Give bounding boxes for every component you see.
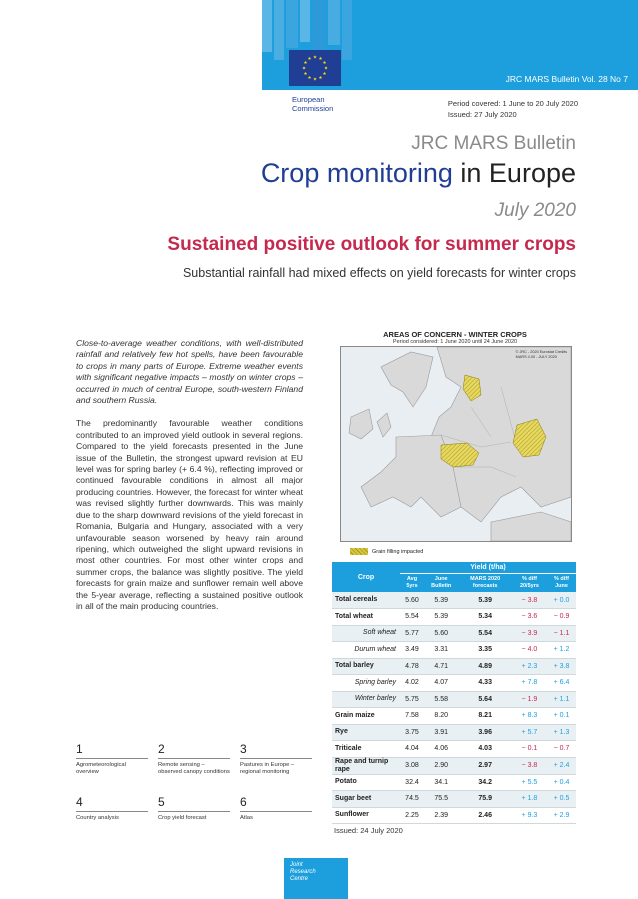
avg-cell: 3.49: [400, 642, 424, 659]
jrc-logo: [284, 858, 348, 899]
mars-forecast-cell: 2.97: [458, 757, 511, 774]
table-row: [332, 691, 576, 708]
june-cell: 4.07: [424, 675, 458, 692]
june-cell: 2.90: [424, 757, 458, 774]
diff-june-cell: + 0.4: [547, 774, 576, 791]
mars-forecast-cell: 75.9: [458, 791, 511, 808]
avg-cell: 3.08: [400, 757, 424, 774]
avg-cell: 5.60: [400, 592, 424, 609]
index-item[interactable]: [240, 742, 312, 776]
crop-name-cell: Total wheat: [332, 609, 400, 626]
header-band: [312, 0, 326, 55]
bulletin-reference: JRC MARS Bulletin Vol. 28 No 7: [505, 74, 628, 84]
table-body: [332, 592, 576, 824]
crop-name-cell: Spring barley: [332, 675, 400, 692]
jrc-logo-text: [290, 862, 316, 883]
col-header-avg: Avg 5yrs: [400, 574, 424, 593]
crop-name-cell: Grain maize: [332, 708, 400, 725]
june-cell: 4.71: [424, 658, 458, 675]
table-row: [332, 625, 576, 642]
mars-forecast-cell: 5.54: [458, 625, 511, 642]
title-rest-part: in Europe: [452, 158, 576, 188]
crop-name-cell: Potato: [332, 774, 400, 791]
index-item[interactable]: [76, 795, 148, 822]
header: [0, 0, 638, 125]
table-row: [332, 708, 576, 725]
mars-forecast-cell: 3.35: [458, 642, 511, 659]
diff-5yrs-cell: + 1.8: [512, 791, 547, 808]
period-info: [448, 98, 578, 120]
mars-forecast-cell: 2.46: [458, 807, 511, 824]
subheadline: Substantial rainfall had mixed effects on yield forecasts for winter crops: [182, 266, 576, 280]
mars-forecast-cell: 4.03: [458, 741, 511, 758]
header-band: [262, 0, 272, 52]
june-cell: 4.06: [424, 741, 458, 758]
index-number: 6: [240, 795, 312, 812]
crop-name-cell: Triticale: [332, 741, 400, 758]
mars-forecast-cell: 5.39: [458, 592, 511, 609]
avg-cell: 74.5: [400, 791, 424, 808]
crop-name-cell: Rye: [332, 724, 400, 741]
header-band: [328, 0, 340, 45]
avg-cell: 5.77: [400, 625, 424, 642]
diff-5yrs-cell: + 7.8: [512, 675, 547, 692]
table-issued-date: Issued: 24 July 2020: [334, 826, 403, 835]
index-label: Crop yield forecast: [158, 815, 207, 821]
crop-name-cell: Sunflower: [332, 807, 400, 824]
diff-june-cell: + 2.9: [547, 807, 576, 824]
table-row: [332, 609, 576, 626]
table-row: [332, 642, 576, 659]
diff-5yrs-cell: − 1.9: [512, 691, 547, 708]
eu-flag-logo: [289, 50, 341, 86]
col-header-june: June Bulletin: [424, 574, 458, 593]
index-label: Country analysis: [76, 815, 119, 821]
table-row: [332, 741, 576, 758]
table-row: [332, 757, 576, 774]
title-blue-part: Crop monitoring: [260, 158, 453, 188]
page-title: [261, 158, 576, 189]
legend-label: Grain filling impacted: [372, 548, 424, 555]
diff-june-cell: + 1.2: [547, 642, 576, 659]
diff-june-cell: − 1.1: [547, 625, 576, 642]
header-band: [300, 0, 310, 42]
index-number: 1: [76, 742, 148, 759]
main-paragraph: The predominantly favourable weather conditions contributed to an improved yield outlook in several regions. Compared to the yield forecasts presented in the June issue of the Bulletin, the strongest upward revision at EU level was for spring barley (+ 6.4 %), reflecting improved or continued favourable conditions in almost all major producing countries. However, the forecast for winter wheat was revised slightly further downwards. This was mainly due to the sharp downward revisions of the yield forecast in Romania, Bulgaria and Hungary, associated with a very unfavourable season worsened by heavy rain around ripening, which outweighed the slight upward revisions in most other countries. For most other winter crops and summer crops, the balance was slightly positive. The yield forecasts for grain maize and sunflower remain well above the 5-year average, reflecting a sustained positive outlook in all of the main producing countries.: [76, 418, 303, 611]
map-title: AREAS OF CONCERN - WINTER CROPS: [383, 330, 527, 339]
diff-5yrs-cell: + 2.3: [512, 658, 547, 675]
col-header-diffjune: % diff June: [547, 574, 576, 593]
body-text-column: [76, 338, 303, 612]
diff-5yrs-cell: − 0.1: [512, 741, 547, 758]
diff-5yrs-cell: + 9.3: [512, 807, 547, 824]
diff-5yrs-cell: − 3.6: [512, 609, 547, 626]
diff-5yrs-cell: − 3.9: [512, 625, 547, 642]
table-row: [332, 791, 576, 808]
issued-date: Issued: 27 July 2020: [447, 110, 517, 119]
table-row: [332, 658, 576, 675]
jrc-logo-line: Research: [290, 869, 316, 875]
june-cell: 8.20: [424, 708, 458, 725]
avg-cell: 32.4: [400, 774, 424, 791]
diff-june-cell: + 3.8: [547, 658, 576, 675]
mars-forecast-cell: 3.96: [458, 724, 511, 741]
legend-swatch: [350, 548, 368, 555]
diff-5yrs-cell: + 5.7: [512, 724, 547, 741]
june-cell: 34.1: [424, 774, 458, 791]
index-item[interactable]: [240, 795, 312, 822]
areas-of-concern-map: [340, 346, 572, 542]
diff-5yrs-cell: + 5.5: [512, 774, 547, 791]
crop-name-cell: Total barley: [332, 658, 400, 675]
map-credit-line: MARS 4.00 - JULY 2020: [515, 355, 557, 359]
index-label: Pastures in Europe – regional monitoring: [240, 762, 295, 775]
yield-table: [332, 562, 576, 824]
col-header-diff5: % diff 20/5yrs: [512, 574, 547, 593]
avg-cell: 4.02: [400, 675, 424, 692]
table-row: [332, 724, 576, 741]
index-number: 5: [158, 795, 230, 812]
avg-cell: 2.25: [400, 807, 424, 824]
jrc-logo-line: Centre: [290, 876, 309, 882]
june-cell: 5.60: [424, 625, 458, 642]
crop-name-cell: Rape and turnip rape: [332, 757, 400, 774]
june-cell: 5.39: [424, 609, 458, 626]
crop-name-cell: Sugar beet: [332, 791, 400, 808]
european-commission-logo-text: [292, 95, 333, 113]
index-number: 2: [158, 742, 230, 759]
diff-5yrs-cell: + 8.3: [512, 708, 547, 725]
headline: Sustained positive outlook for summer crops: [167, 234, 576, 255]
june-cell: 75.5: [424, 791, 458, 808]
index-item[interactable]: [158, 742, 230, 776]
avg-cell: 4.78: [400, 658, 424, 675]
index-number: 3: [240, 742, 312, 759]
avg-cell: 5.75: [400, 691, 424, 708]
table-row: [332, 774, 576, 791]
europe-map-graphic: [341, 347, 571, 541]
avg-cell: 5.54: [400, 609, 424, 626]
diff-june-cell: + 6.4: [547, 675, 576, 692]
mars-forecast-cell: 5.34: [458, 609, 511, 626]
diff-5yrs-cell: − 3.8: [512, 592, 547, 609]
org-line-2: Commission: [292, 104, 334, 113]
june-cell: 2.39: [424, 807, 458, 824]
diff-june-cell: + 0.5: [547, 791, 576, 808]
june-cell: 3.31: [424, 642, 458, 659]
mars-forecast-cell: 4.33: [458, 675, 511, 692]
eu-stars-icon: [289, 50, 341, 86]
mars-forecast-cell: 5.64: [458, 691, 511, 708]
diff-june-cell: + 0.1: [547, 708, 576, 725]
table-row: [332, 807, 576, 824]
diff-june-cell: + 1.1: [547, 691, 576, 708]
index-item[interactable]: [158, 795, 230, 822]
avg-cell: 3.75: [400, 724, 424, 741]
diff-june-cell: + 2.4: [547, 757, 576, 774]
index-label: Agrometeorological overview: [76, 762, 126, 775]
map-credit: [516, 350, 567, 360]
header-band: [286, 0, 298, 48]
jrc-logo-line: Joint: [290, 862, 303, 868]
header-band: [274, 0, 284, 60]
diff-june-cell: − 0.7: [547, 741, 576, 758]
diff-june-cell: + 0.0: [547, 592, 576, 609]
crop-name-cell: Total cereals: [332, 592, 400, 609]
intro-paragraph: Close-to-average weather conditions, with well-distributed rainfall and relatively few hot spells, have been favourable to crops in many parts of Europe. Extreme weather events with significant negative impacts – mostly on winter crops – occurred in much of central Europe, south-western Finland and southern Russia.: [76, 338, 303, 406]
mars-forecast-cell: 8.21: [458, 708, 511, 725]
index-item[interactable]: [76, 742, 148, 776]
index-label: Atlas: [240, 815, 253, 821]
avg-cell: 7.58: [400, 708, 424, 725]
diff-june-cell: − 0.9: [547, 609, 576, 626]
col-header-yield: Yield (t/ha): [400, 562, 576, 574]
col-header-crop: Crop: [332, 562, 400, 592]
diff-5yrs-cell: − 3.8: [512, 757, 547, 774]
diff-june-cell: + 1.3: [547, 724, 576, 741]
header-band: [342, 0, 352, 60]
edition-date: July 2020: [494, 200, 576, 221]
col-header-mars: MARS 2020 forecasts: [458, 574, 511, 593]
bulletin-brand: JRC MARS Bulletin: [411, 133, 576, 154]
diff-5yrs-cell: − 4.0: [512, 642, 547, 659]
index-number: 4: [76, 795, 148, 812]
mars-forecast-cell: 4.89: [458, 658, 511, 675]
crop-name-cell: Winter barley: [332, 691, 400, 708]
crop-name-cell: Soft wheat: [332, 625, 400, 642]
map-subtitle: Period considered: 1 June 2020 until 24 June 2020: [392, 339, 518, 345]
table-row: [332, 592, 576, 609]
june-cell: 3.91: [424, 724, 458, 741]
org-line-1: European: [292, 95, 325, 104]
crop-name-cell: Durum wheat: [332, 642, 400, 659]
period-covered: Period covered: 1 June to 20 July 2020: [447, 99, 578, 108]
map-legend: [350, 548, 423, 555]
june-cell: 5.58: [424, 691, 458, 708]
june-cell: 5.39: [424, 592, 458, 609]
mars-forecast-cell: 34.2: [458, 774, 511, 791]
yield-forecast-table: [332, 562, 576, 824]
table-row: [332, 675, 576, 692]
map-credit-line: © JRC - 2020 Eurostat Credits: [515, 350, 567, 354]
index-label: Remote sensing – observed canopy conditions: [158, 762, 230, 775]
avg-cell: 4.04: [400, 741, 424, 758]
